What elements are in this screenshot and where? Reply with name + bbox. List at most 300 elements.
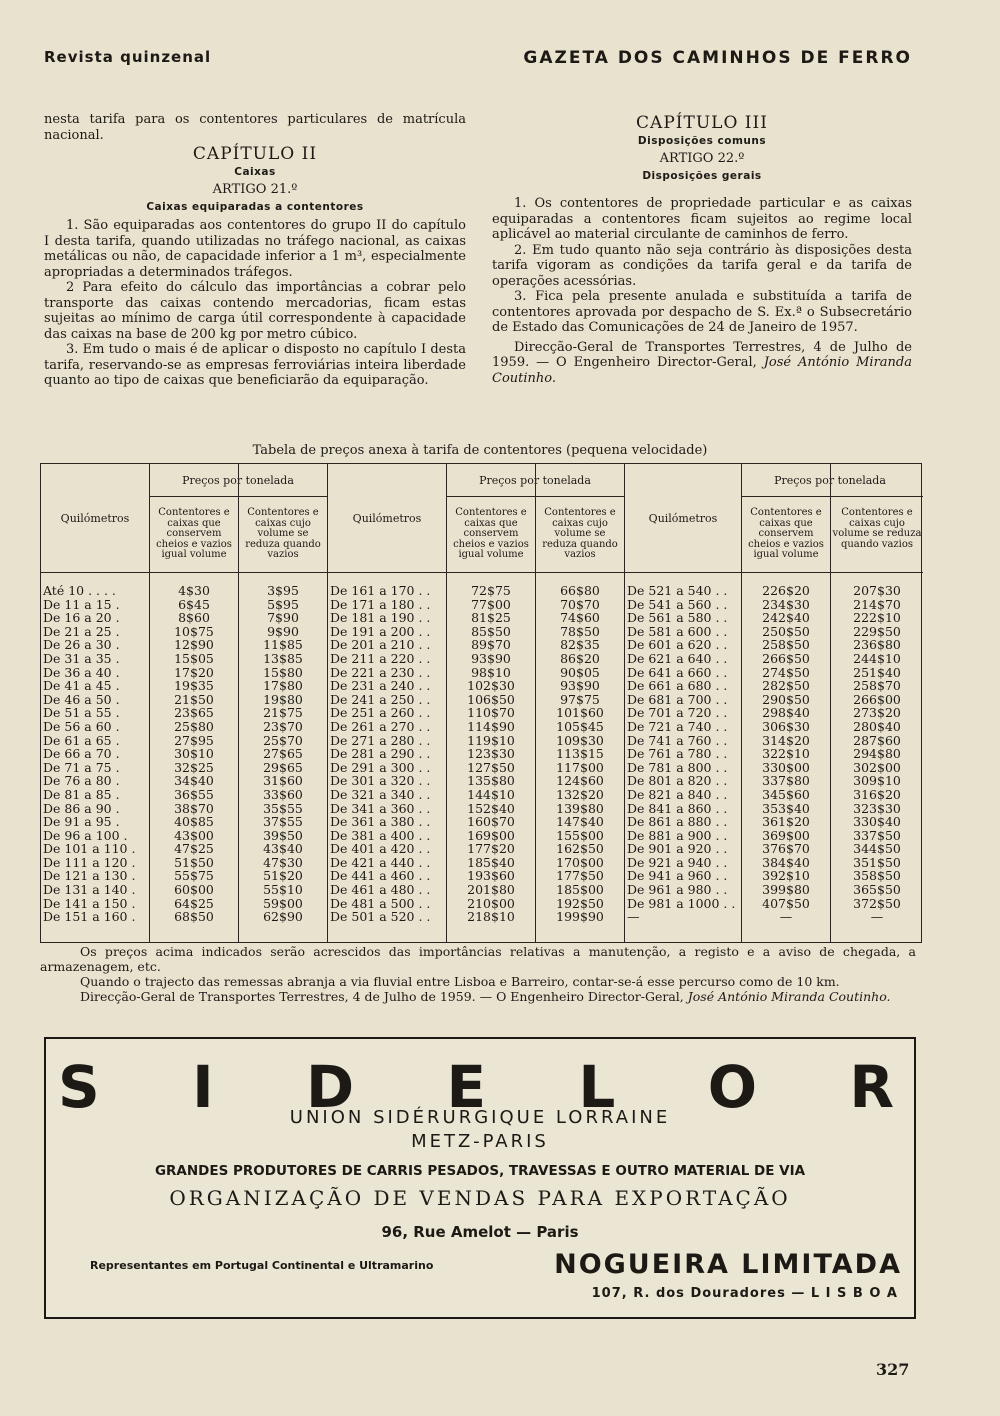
price-b-rows xyxy=(536,584,624,924)
table-cell: 33$60 xyxy=(263,787,303,802)
table-cell: 344$50 xyxy=(853,842,901,856)
table-cell: 36$55 xyxy=(174,787,214,802)
table-cell: 169$00 xyxy=(467,828,515,843)
table-cell: 330$40 xyxy=(853,815,901,829)
table-cell: 37$55 xyxy=(263,815,303,829)
table-cell: 226$20 xyxy=(762,584,810,598)
table-block-2 xyxy=(327,464,624,942)
price-a-header: Contentores e caixas que conservem cheios e vazios igual volume xyxy=(748,507,824,560)
table-cell: 19$80 xyxy=(263,692,303,707)
table-cell: 244$10 xyxy=(853,651,901,666)
table-cell: 185$40 xyxy=(467,855,515,870)
table-cell: De 501 a 520 . . xyxy=(330,910,431,924)
table-cell: De 56 a 60 . xyxy=(43,719,120,734)
table-cell: 105$45 xyxy=(556,719,604,734)
table-cell: De 681 a 700 . . xyxy=(627,692,728,707)
table-cell: 93$90 xyxy=(560,679,600,693)
table-cell: 21$50 xyxy=(174,692,214,707)
table-cell: De 441 a 460 . . xyxy=(330,869,431,884)
table-cell: 274$50 xyxy=(762,665,810,680)
ad-line-2: METZ-PARIS xyxy=(411,1131,549,1152)
table-cell: 117$00 xyxy=(556,760,604,775)
table-cell: De 381 a 400 . . xyxy=(330,828,431,843)
table-cell: 9$90 xyxy=(267,624,299,639)
table-cell: 27$65 xyxy=(263,747,303,761)
table-cell: 30$10 xyxy=(174,747,214,761)
table-cell: 47$30 xyxy=(263,855,303,870)
table-cell: De 621 a 640 . . xyxy=(627,651,728,666)
table-cell: 38$70 xyxy=(174,801,214,816)
table-cell: 177$20 xyxy=(467,842,515,856)
table-cell: De 191 a 200 . . xyxy=(330,624,431,639)
note-3-text: Direcção-Geral de Transportes Terrestres, 4 de Julho de 1959. — O Engenheiro Director-Geral, xyxy=(80,989,684,1004)
table-cell: De 11 a 15 . xyxy=(43,597,120,612)
price-b-column xyxy=(830,464,923,942)
table-cell: 365$50 xyxy=(853,883,901,897)
table-cell: 170$00 xyxy=(556,855,604,870)
table-cell: 40$85 xyxy=(174,815,214,829)
table-cell: De 251 a 260 . . xyxy=(330,706,431,720)
table-cell: De 481 a 500 . . xyxy=(330,896,431,911)
table-block-3 xyxy=(624,464,923,942)
table-cell: 70$70 xyxy=(560,597,600,612)
prices-header: Preços por tonelada xyxy=(479,474,591,487)
table-cell: 93$90 xyxy=(471,651,511,666)
table-notes xyxy=(40,944,916,1004)
table-cell: De 301 a 320 . . xyxy=(330,774,431,788)
table-cell: 17$80 xyxy=(263,679,303,693)
table-cell: 147$40 xyxy=(556,815,604,829)
table-cell: 306$30 xyxy=(762,719,810,734)
km-column xyxy=(328,464,446,942)
table-cell: 64$25 xyxy=(174,896,214,911)
table-cell: 39$50 xyxy=(263,828,303,843)
table-cell: De 211 a 220 . . xyxy=(330,651,431,666)
table-cell: 110$70 xyxy=(467,706,515,720)
table-cell: De 401 a 420 . . xyxy=(330,842,431,856)
table-cell: 358$50 xyxy=(853,869,901,884)
table-cell: De 421 a 440 . . xyxy=(330,855,431,870)
left-chapter: CAPÍTULO II xyxy=(192,144,318,164)
table-cell: De 171 a 180 . . xyxy=(330,597,431,612)
table-cell: 155$00 xyxy=(556,828,604,843)
table-cell: 201$80 xyxy=(467,883,515,897)
table-cell: 98$10 xyxy=(471,665,511,680)
table-cell: De 581 a 600 . . xyxy=(627,624,728,639)
table-cell: 109$30 xyxy=(556,733,604,748)
table-cell: De 101 a 110 . xyxy=(43,842,136,856)
right-signature-name: José António Miranda Coutinho. xyxy=(492,355,912,386)
table-cell: 273$20 xyxy=(853,706,901,720)
table-cell: 314$20 xyxy=(762,733,810,748)
table-cell: 294$80 xyxy=(853,747,901,761)
table-cell: 8$60 xyxy=(178,611,210,625)
note-3-name: José António Miranda Coutinho. xyxy=(687,989,891,1004)
table-cell: De 341 a 360 . . xyxy=(330,801,431,816)
table-cell: 89$70 xyxy=(471,638,511,652)
table-cell: 7$90 xyxy=(267,611,299,625)
table-cell: Até 10 . . . . xyxy=(43,584,116,598)
table-cell: 407$50 xyxy=(762,896,810,911)
table-cell: De 321 a 340 . . xyxy=(330,787,431,802)
table-cell: 345$60 xyxy=(762,787,810,802)
table-cell: De 181 a 190 . . xyxy=(330,611,431,625)
right-paragraph-3: 3. Fica pela presente anulada e substituída a tarifa de contentores aprovada por despacho de S. Ex.ª o Subsecretário de Estado das Comunicações de 24 de Janeiro de 1957. xyxy=(492,289,912,335)
ad-line-1: UNION SIDÉRURGIQUE LORRAINE xyxy=(289,1107,671,1128)
table-cell: De 291 a 300 . . xyxy=(330,760,431,775)
table-cell: 12$90 xyxy=(174,638,214,652)
price-b-header: Contentores e caixas cujo volume se reduza quando vazios xyxy=(542,507,618,560)
km-rows xyxy=(41,584,149,924)
table-cell: De 111 a 120 . xyxy=(43,855,136,870)
table-cell: De 241 a 250 . . xyxy=(330,692,431,707)
table-cell: 322$10 xyxy=(762,747,810,761)
table-cell: — xyxy=(627,910,640,924)
table-cell: De 281 a 290 . . xyxy=(330,747,431,761)
right-column xyxy=(492,112,912,386)
table-cell: 330$00 xyxy=(762,760,810,775)
left-paragraph-2: 2 Para efeito do cálculo das importâncias a cobrar pelo transporte das caixas contendo mercadorias, ficam estas sujeitas ao mínimo de carga útil correspondente à capacidade das caixas na base de 200 kg por metro cúbico. xyxy=(44,280,466,342)
ad-address-paris: 96, Rue Amelot — Paris xyxy=(381,1223,579,1241)
table-cell: De 261 a 270 . . xyxy=(330,719,431,734)
table-cell: 81$25 xyxy=(471,611,511,625)
left-intro: nesta tarifa para os contentores particulares de matrícula nacional. xyxy=(44,112,466,143)
table-cell: 282$50 xyxy=(762,679,810,693)
table-cell: De 541 a 560 . . xyxy=(627,597,728,612)
table-cell: 29$65 xyxy=(263,760,303,775)
table-cell: 101$60 xyxy=(556,706,604,720)
table-cell: De 781 a 800 . . xyxy=(627,760,728,775)
table-cell: 25$80 xyxy=(174,719,214,734)
table-cell: 210$00 xyxy=(467,896,515,911)
table-cell: 351$50 xyxy=(853,855,901,870)
table-cell: De 21 a 25 . xyxy=(43,624,120,639)
table-cell: 21$75 xyxy=(263,706,303,720)
price-b-column xyxy=(238,464,327,942)
table-cell: De 521 a 540 . . xyxy=(627,584,728,598)
table-cell: 35$55 xyxy=(263,801,303,816)
right-chapter: CAPÍTULO III xyxy=(636,113,768,133)
page-header xyxy=(44,48,912,68)
km-header: Quilómetros xyxy=(60,512,130,525)
table-cell: De 761 a 780 . . xyxy=(627,747,728,761)
table-cell: 361$20 xyxy=(762,815,810,829)
price-a-rows xyxy=(150,584,238,924)
table-cell: De 801 a 820 . . xyxy=(627,774,728,788)
table-cell: 280$40 xyxy=(853,719,901,734)
right-article-title: Disposições gerais xyxy=(642,169,762,182)
table-cell: 25$70 xyxy=(263,733,303,748)
left-article: ARTIGO 21.º xyxy=(212,182,298,197)
table-cell: — xyxy=(779,910,793,924)
table-cell: 34$40 xyxy=(174,774,214,788)
table-cell: De 721 a 740 . . xyxy=(627,719,728,734)
table-cell: 31$60 xyxy=(263,774,303,788)
table-cell: 86$20 xyxy=(560,651,600,666)
table-cell: 23$65 xyxy=(174,706,214,720)
table-cell: 5$95 xyxy=(267,597,299,612)
km-rows xyxy=(328,584,446,924)
table-cell: 218$10 xyxy=(467,910,515,924)
table-cell: 193$60 xyxy=(467,869,515,884)
table-cell: De 271 a 280 . . xyxy=(330,733,431,748)
brand-letter: L xyxy=(578,1053,616,1121)
table-cell: 222$10 xyxy=(853,611,901,625)
km-header: Quilómetros xyxy=(352,512,422,525)
table-cell: De 46 a 50 . xyxy=(43,692,120,707)
table-cell: 135$80 xyxy=(467,774,515,788)
table-cell: De 981 a 1000 . . xyxy=(627,896,736,911)
table-cell: De 661 a 680 . . xyxy=(627,679,728,693)
price-table xyxy=(40,463,922,943)
table-cell: 185$00 xyxy=(556,883,604,897)
table-cell: 55$75 xyxy=(174,869,214,884)
table-cell: De 561 a 580 . . xyxy=(627,611,728,625)
table-cell: 207$30 xyxy=(853,584,901,598)
table-cell: 323$30 xyxy=(853,801,901,816)
table-block-1 xyxy=(41,464,327,942)
table-cell: De 821 a 840 . . xyxy=(627,787,728,802)
table-cell: 72$75 xyxy=(471,584,511,598)
table-cell: 162$50 xyxy=(556,842,604,856)
table-cell: 384$40 xyxy=(762,855,810,870)
table-cell: 199$90 xyxy=(556,910,604,924)
table-cell: 4$30 xyxy=(178,584,210,598)
right-subtitle: Disposições comuns xyxy=(637,134,767,147)
table-cell: De 231 a 240 . . xyxy=(330,679,431,693)
table-cell: 266$00 xyxy=(853,692,901,707)
brand-letter: R xyxy=(849,1053,894,1121)
table-cell: 97$75 xyxy=(560,692,600,707)
table-cell: 258$70 xyxy=(853,679,901,693)
left-article-title: Caixas equiparadas a contentores xyxy=(146,200,364,213)
table-cell: De 36 a 40 . xyxy=(43,665,120,680)
table-cell: 242$40 xyxy=(762,611,810,625)
table-cell: 43$40 xyxy=(263,842,303,856)
table-cell: 152$40 xyxy=(467,801,515,816)
table-cell: De 841 a 860 . . xyxy=(627,801,728,816)
table-cell: 127$50 xyxy=(467,760,515,775)
table-cell: 144$10 xyxy=(467,787,515,802)
note-3 xyxy=(40,989,916,1004)
table-cell: De 96 a 100 . xyxy=(43,828,128,843)
table-cell: De 701 a 720 . . xyxy=(627,706,728,720)
table-cell: De 41 a 45 . xyxy=(43,679,120,693)
km-column xyxy=(41,464,149,942)
table-cell: 10$75 xyxy=(174,624,214,639)
table-cell: De 16 a 20 . xyxy=(43,611,120,625)
table-cell: 3$95 xyxy=(267,584,299,598)
table-cell: 229$50 xyxy=(853,624,901,639)
table-cell: De 461 a 480 . . xyxy=(330,883,431,897)
ad-line-4: ORGANIZAÇÃO DE VENDAS PARA EXPORTAÇÃO xyxy=(169,1186,791,1210)
table-caption: Tabela de preços anexa à tarifa de contentores (pequena velocidade) xyxy=(252,443,708,458)
table-cell: De 121 a 130 . xyxy=(43,869,136,884)
price-b-header: Contentores e caixas cujo volume se reduza quando vazios xyxy=(245,507,321,560)
table-cell: 106$50 xyxy=(467,692,515,707)
table-cell: De 921 a 940 . . xyxy=(627,855,728,870)
table-cell: De 641 a 660 . . xyxy=(627,665,728,680)
table-cell: 17$20 xyxy=(174,665,214,680)
note-2: Quando o trajecto das remessas abranja a via fluvial entre Lisboa e Barreiro, contar-se-á esse percurso como de 10 km. xyxy=(80,974,840,989)
left-subtitle: Caixas xyxy=(234,165,276,178)
ad-line-3: GRANDES PRODUTORES DE CARRIS PESADOS, TRAVESSAS E OUTRO MATERIAL DE VIA xyxy=(154,1163,806,1179)
table-cell: De 221 a 230 . . xyxy=(330,665,431,680)
table-cell: 102$30 xyxy=(467,679,515,693)
table-cell: 251$40 xyxy=(853,665,901,680)
table-cell: 132$20 xyxy=(556,787,604,802)
table-cell: 19$35 xyxy=(174,679,214,693)
table-cell: 27$95 xyxy=(174,733,214,748)
table-cell: 82$35 xyxy=(560,638,600,652)
table-cell: 11$85 xyxy=(263,638,303,652)
price-a-rows xyxy=(742,584,830,924)
table-cell: 51$50 xyxy=(174,855,214,870)
table-cell: 316$20 xyxy=(853,787,901,802)
table-cell: De 26 a 30 . xyxy=(43,638,120,652)
table-cell: 15$80 xyxy=(263,665,303,680)
table-cell: 337$80 xyxy=(762,774,810,788)
table-cell: De 861 a 880 . . xyxy=(627,815,728,829)
left-paragraph-3: 3. Em tudo o mais é de aplicar o disposto no capítulo I desta tarifa, reservando-se as empresas ferroviárias inteira liberdade quanto ao tipo de caixas que beneficiarão da equiparação. xyxy=(44,342,466,388)
table-cell: 13$85 xyxy=(263,651,303,666)
table-cell: 74$60 xyxy=(560,611,600,625)
right-paragraph-1: 1. Os contentores de propriedade particular e as caixas equiparadas a contentores ficam sujeitos ao regime local aplicável ao material circulante de caminhos de ferro. xyxy=(492,196,912,242)
table-cell: 68$50 xyxy=(174,910,214,924)
table-cell: De 161 a 170 . . xyxy=(330,584,431,598)
table-cell: 399$80 xyxy=(762,883,810,897)
table-cell: De 201 a 210 . . xyxy=(330,638,431,652)
price-b-column xyxy=(535,464,624,942)
table-cell: De 76 a 80 . xyxy=(43,774,120,788)
table-cell: 177$50 xyxy=(556,869,604,884)
km-header: Quilómetros xyxy=(648,512,718,525)
right-paragraph-2: 2. Em tudo quanto não seja contrário às disposições desta tarifa vigoram as condições da tarifa geral e da tarifa de operações acessórias. xyxy=(492,242,912,289)
table-cell: 290$50 xyxy=(762,692,810,707)
table-cell: 43$00 xyxy=(174,828,214,843)
note-1: Os preços acima indicados serão acrescidos das importâncias relativas a manutenção, a registo e a aviso de chegada, a armazenagem, etc. xyxy=(40,944,916,974)
table-cell: 266$50 xyxy=(762,651,810,666)
table-cell: 250$50 xyxy=(762,624,810,639)
table-cell: 47$25 xyxy=(174,842,214,856)
table-cell: De 66 a 70 . xyxy=(43,747,120,761)
km-rows xyxy=(625,584,741,924)
brand-letter: D xyxy=(306,1053,355,1121)
table-cell: 119$10 xyxy=(467,733,515,748)
table-cell: 60$00 xyxy=(174,883,214,897)
table-cell: 160$70 xyxy=(467,815,515,829)
prices-header: Preços por tonelada xyxy=(774,474,886,487)
table-cell: — xyxy=(870,910,884,924)
table-cell: 85$50 xyxy=(471,624,511,639)
table-cell: 302$00 xyxy=(853,760,901,775)
table-cell: 337$50 xyxy=(853,828,901,843)
table-cell: 236$80 xyxy=(853,638,901,652)
table-cell: De 51 a 55 . xyxy=(43,706,120,720)
table-cell: De 71 a 75 . xyxy=(43,760,120,775)
brand-letter: O xyxy=(707,1053,757,1121)
ad-company-name: NOGUEIRA LIMITADA xyxy=(554,1249,902,1280)
left-paragraph-1: 1. São equiparadas aos contentores do grupo II do capítulo I desta tarifa, quando utilizadas no tráfego nacional, as caixas metálicas ou não, de capacidade inferior a 1 m³, especialmente apropriadas a determinados tráfegos. xyxy=(44,218,466,280)
page-number: 327 xyxy=(876,1360,910,1379)
table-cell: 369$00 xyxy=(762,828,810,843)
price-a-header: Contentores e caixas que conservem cheios e vazios igual volume xyxy=(156,507,232,560)
right-signature-text: Direcção-Geral de Transportes Terrestres, 4 de Julho de 1959. — O Engenheiro Director-Geral, xyxy=(492,339,912,370)
table-cell: De 141 a 150 . xyxy=(43,896,136,911)
left-column xyxy=(44,112,466,389)
table-cell: 59$00 xyxy=(263,896,303,911)
price-b-rows xyxy=(831,584,923,924)
right-signature xyxy=(492,340,912,387)
table-cell: 66$80 xyxy=(560,584,600,598)
ad-address-lisboa: 107, R. dos Douradores — L I S B O A xyxy=(591,1286,898,1301)
table-cell: 392$10 xyxy=(762,869,810,884)
price-b-header: Contentores e caixas cujo volume se reduza quando vazios xyxy=(832,507,922,550)
price-b-rows xyxy=(239,584,327,924)
table-cell: 32$25 xyxy=(174,760,214,775)
table-cell: 258$50 xyxy=(762,638,810,652)
table-cell: De 961 a 980 . . xyxy=(627,883,728,897)
table-cell: 192$50 xyxy=(556,896,604,911)
table-cell: 309$10 xyxy=(853,774,901,788)
brand-letter: E xyxy=(446,1053,487,1121)
table-cell: 298$40 xyxy=(762,706,810,720)
table-cell: 90$05 xyxy=(560,665,600,680)
table-cell: De 86 a 90 . xyxy=(43,801,120,816)
table-cell: De 881 a 900 . . xyxy=(627,828,728,843)
table-cell: 139$80 xyxy=(556,801,604,816)
table-cell: De 61 a 65 . xyxy=(43,733,120,748)
brand-letter: S xyxy=(58,1053,100,1121)
table-cell: 124$60 xyxy=(556,774,604,788)
table-cell: 287$60 xyxy=(853,733,901,748)
table-cell: De 601 a 620 . . xyxy=(627,638,728,652)
price-a-header: Contentores e caixas que conservem cheios e vazios igual volume xyxy=(453,507,529,560)
sidelor-advertisement xyxy=(44,1037,916,1319)
table-cell: De 91 a 95 . xyxy=(43,815,120,829)
table-cell: 353$40 xyxy=(762,801,810,816)
table-cell: 51$20 xyxy=(263,869,303,884)
header-right: GAZETA DOS CAMINHOS DE FERRO xyxy=(523,48,912,68)
table-cell: 6$45 xyxy=(178,597,210,612)
table-cell: De 81 a 85 . xyxy=(43,787,120,802)
table-cell: 114$90 xyxy=(467,719,515,734)
table-cell: 62$90 xyxy=(263,910,303,924)
table-cell: De 151 a 160 . xyxy=(43,910,136,924)
header-left: Revista quinzenal xyxy=(44,48,212,66)
table-cell: De 741 a 760 . . xyxy=(627,733,728,748)
table-cell: 15$05 xyxy=(174,651,214,666)
table-cell: 234$30 xyxy=(762,597,810,612)
ad-representatives: Representantes em Portugal Continental e Ultramarino xyxy=(90,1259,434,1272)
table-cell: 123$30 xyxy=(467,747,515,761)
table-cell: 77$00 xyxy=(471,597,511,612)
table-cell: 78$50 xyxy=(560,624,600,639)
table-cell: 372$50 xyxy=(853,896,901,911)
prices-header: Preços por tonelada xyxy=(182,474,294,487)
table-cell: 376$70 xyxy=(762,842,810,856)
table-cell: De 131 a 140 . xyxy=(43,883,136,897)
right-article: ARTIGO 22.º xyxy=(659,151,745,166)
table-cell: De 361 a 380 . . xyxy=(330,815,431,829)
table-cell: 23$70 xyxy=(263,719,303,734)
table-cell: 113$15 xyxy=(556,747,604,761)
table-cell: 214$70 xyxy=(853,597,901,612)
km-column xyxy=(625,464,741,942)
table-cell: 55$10 xyxy=(263,883,303,897)
brand-letter: I xyxy=(192,1053,214,1121)
table-cell: De 31 a 35 . xyxy=(43,651,120,666)
